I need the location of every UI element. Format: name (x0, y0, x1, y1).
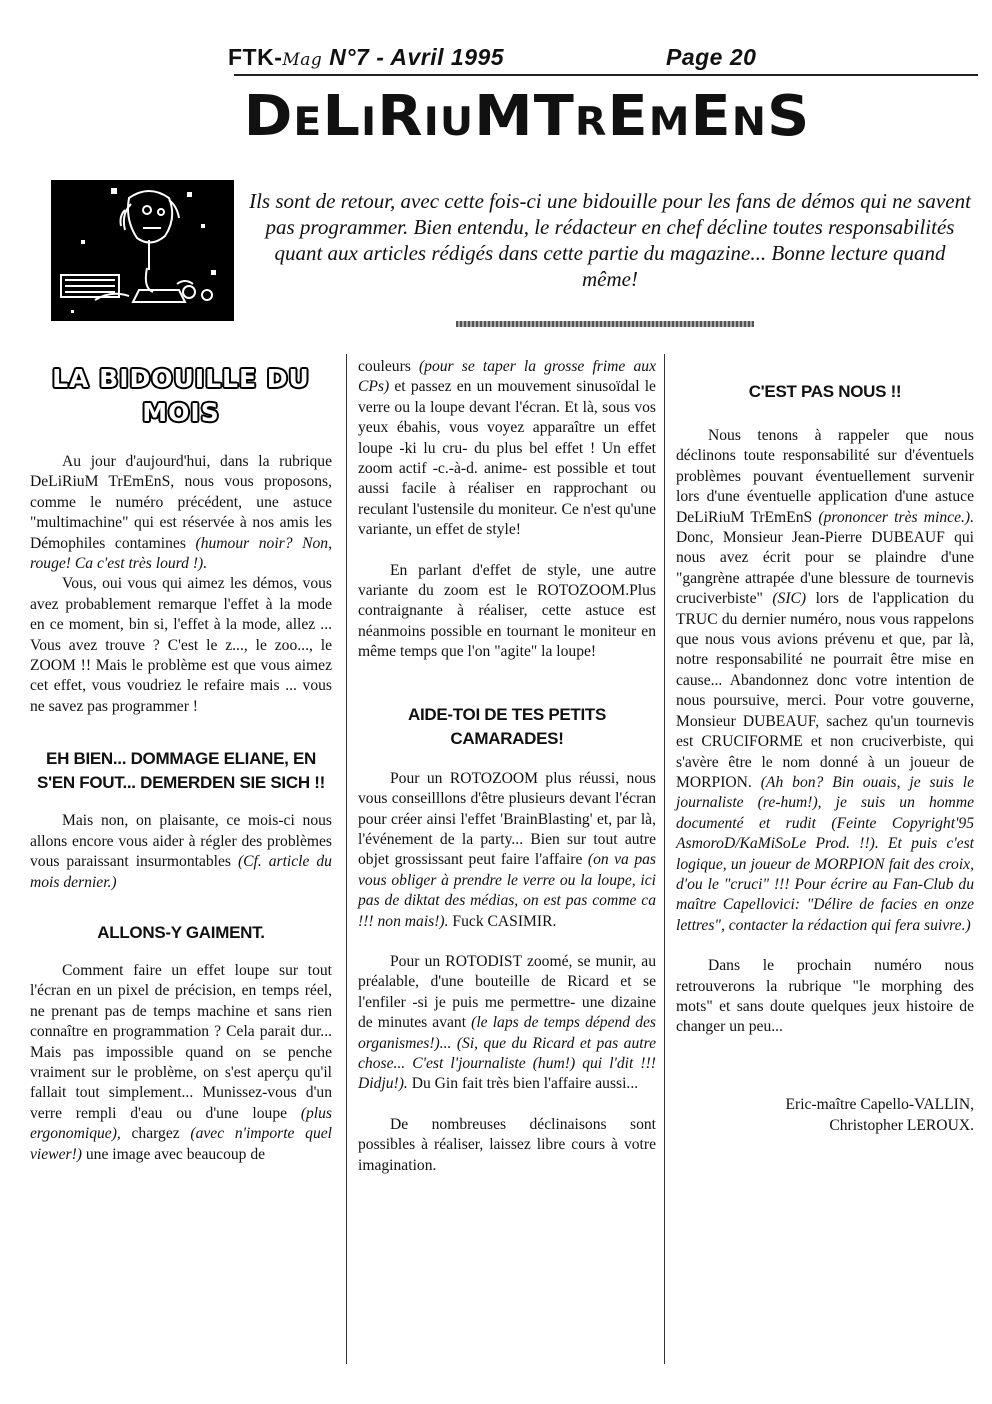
text-italic: (prononcer très mince.). (818, 508, 974, 526)
text: Pour un ROTOZOOM plus réussi, nous vous conseilllons d'être plusieurs devant l'écran pour créer ainsi l'effet 'BrainBlasting' et, par là, l'événement de la party... Bien sur tout autre objet grossissant peut faire l'affaire (358, 769, 656, 869)
text-italic: (le laps de temps dépend des organismes!)... (Si, que du Ricard et pas autre chose... C'est l'journaliste (hum!) qui l'dit !!! Didju!). (358, 1014, 656, 1093)
text-italic: (plus ergonomique), (30, 1104, 332, 1143)
text: chargez (131, 1125, 180, 1143)
text: Du Gin fait très bien l'affaire aussi... (411, 1075, 639, 1093)
heading-cest-pas-nous: C'EST PAS NOUS !! (748, 382, 902, 401)
intro-text: Ils sont de retour, avec cette fois-ci une bidouille pour les fans de démos qui ne savent pas programmer. Bien entendu, le rédacteur en chef décline toutes responsabilités quant aux articles rédigés dans cette partie du magazine... Bonne lecture quand même! (249, 189, 971, 291)
column-middle (358, 357, 656, 1176)
text: couleurs (358, 358, 411, 375)
paragraph (676, 426, 974, 936)
paragraph (30, 452, 332, 574)
text-italic: (avec n'importe quel viewer!) (30, 1125, 332, 1163)
page-header (228, 44, 788, 72)
text-italic: (pour se taper la grosse frime aux CPs) (358, 358, 656, 396)
text: Nous tenons à rappeler que nous déclinons toute responsabilité sur d'éventuels problèmes pouvant éventuellement survenir lors d'une éventuelle application d'une astuce DeLiRiuM TrEmEnS (676, 427, 974, 526)
text-italic: (on va pas vous obliger à prendre le verre ou la loupe, ici pas de diktat des médias, on est pas comme ca !!! non mais!). (358, 851, 656, 930)
column-divider (346, 354, 347, 1364)
text-italic: (SIC) (772, 590, 807, 608)
paragraph: En parlant d'effet de style, une autre variante du zoom est le ROTOZOOM.Plus contraignante à réaliser, cette astuce est néanmoins possible en tournant le moniteur en même temps que l'on "agite" la loupe! (358, 561, 656, 661)
paragraph: De nombreuses déclinaisons sont possibles à réaliser, laissez libre cours à votre imagination. (358, 1115, 656, 1174)
text-italic: (humour noir? Non, rouge! Ca c'est très lourd !). (30, 534, 332, 573)
heading-allons-y: ALLONS-Y GAIMENT. (97, 922, 265, 942)
text: lors de l'application du TRUC du dernier numéro, nous vous rappelons que nous vous avions prévenu et que, par là, notre responsabilité ne pourrait être mise en cause... Abandonnez donc votre intention de nous poursuive, merci. Pour votre gouverne, Monsieur DUBEAUF, sachez qu'un tournevis est CRUCIFORME et non cruciverbiste, qui s'avère être le nom donné à un joueur de MORPION. (676, 590, 974, 791)
paragraph (30, 961, 332, 1165)
pixel-art-image (51, 180, 234, 321)
text: Au jour d'aujourd'hui, dans la rubrique DeLiRiuM TrEmEnS, nous vous proposons, comme le numéro précédent, une astuce "multimachine" qui est réservée à nos amis les Démophiles contamines (30, 453, 332, 552)
paragraph (30, 811, 332, 893)
text: Donc, Monsieur Jean-Pierre DUBEAUF qui nous avez écrit pour se plaindre d'une "gangrène attrapée d'une blessure de tournevis cruciverbiste" (676, 529, 974, 608)
heading-bidouille: LA BIDOUILLE DU MOIS (52, 364, 310, 427)
separator-bar (456, 321, 754, 327)
heading-eh-bien: EH BIEN... DOMMAGE ELIANE, EN S'EN FOUT... DEMERDEN SIE SICH !! (37, 749, 325, 793)
column-left (30, 352, 332, 1165)
paragraph: Vous, oui vous qui aimez les démos, vous avez probablement remarque l'effet à la mode en ce moment, bin si, l'effet à la mode, allez ... Vous avez trouve ? C'est le z..., le zoo..., le ZOOM !! Mais le problème est que vous aimez cet effet, vous voudriez le refaire mais ... vous ne savez pas programmer ! (30, 575, 332, 715)
paragraph (358, 952, 656, 1095)
brand-label: FTK- (228, 44, 283, 70)
issue-label: N°7 - Avril 1995 (329, 44, 505, 70)
page-number: Page 20 (666, 44, 757, 70)
text: Comment faire un effet loupe sur tout l'écran en un pixel de précision, en temps réel, ne prenant pas de temps machine et sans rien connaître en programmation ? Cela parait dur... Mais pas impossible quand on se penche vraiment sur le problème, on s'est aperçu qu'il fallait tout simplement... Munissez-vous d'un verre rempli d'eau ou d'une loupe (30, 961, 332, 1122)
text: une image avec beaucoup de (85, 1145, 266, 1163)
column-right (676, 352, 974, 1136)
paragraph: Dans le prochain numéro nous retrouverons la rubrique "le morphing des mots" et sans doute quelques jeux histoire de changer un peu... (676, 957, 974, 1036)
text: Pour un ROTODIST zoomé, se munir, au préalable, d'une bouteille de Ricard et se l'enfiler -si je puis me permettre- une dizaine de minutes avant (358, 952, 656, 1032)
text-italic: (Ah bon? Bin ouais, je suis le journaliste (re-hum!), je suis un homme documenté et rudit (Feinte Copyright'95 AsmoroD/KaMiSoLe Prod. !!). Et puis c'est logique, un joueur de MORPION fait des croix, d'ou le "cruci" !!! Pour écrire au Fan-Club du maître Capellovici: "Délire de facies en onze lettres", contacter la rédaction qui fera suivre.) (676, 773, 974, 934)
magazine-title (228, 44, 504, 71)
text: Mais non, on plaisante, ce mois-ci nous allons encore vous aider à régler des problèmes vous paraissant insurmontables (30, 812, 332, 871)
text: Fuck CASIMIR. (452, 912, 557, 930)
signature-line: Christopher LEROUX. (829, 1116, 974, 1134)
header-rule (234, 74, 978, 76)
paragraph (358, 769, 656, 932)
section-title: DeLiRiuMTrEmEnS (243, 84, 811, 149)
signature-line: Eric-maître Capello-VALLIN, (785, 1095, 974, 1113)
text-italic: (Cf. article du mois dernier.) (30, 853, 332, 891)
mag-label: Mag (282, 50, 323, 70)
text: et passez en un mouvement sinusoïdal le verre ou la loupe devant l'écran. Et là, sous vos yeux ébahis, vous voyez apparaître un effet loupe -ki lu cru- du plus bel effet ! Un effet zoom actif -c.-à-d. anime- est possible et tout aussi facile à réaliser en rapprochant ou reculant l'ustensile du moniteur. Ce n'est qu'une variante, un effet de style! (358, 378, 656, 539)
column-divider (664, 354, 665, 1364)
heading-aide-toi: AIDE-TOI DE TES PETITS CAMARADES! (407, 704, 607, 748)
paragraph (358, 357, 656, 541)
